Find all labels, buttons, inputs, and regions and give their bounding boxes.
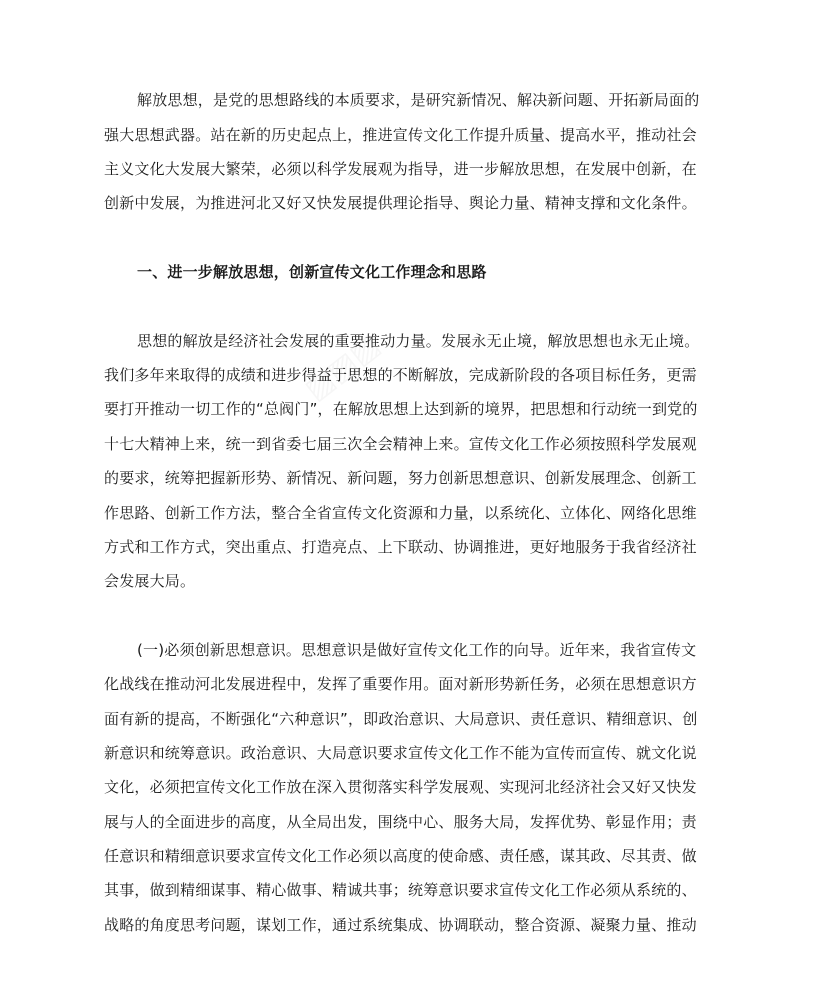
paragraph-2-line-2: 我们多年来取得的成绩和进步得益于思想的不断解放，完成新阶段的各项目标任务，更需 (104, 366, 697, 384)
paragraph-3-line-9: 战略的角度思考问题，谋划工作，通过系统集成、协调联动，整合资源、凝聚力量、推动 (104, 916, 697, 934)
paragraph-1-line-2: 强大思想武器。站在新的历史起点上，推进宣传文化工作提升质量、提高水平，推动社会 (104, 126, 697, 144)
paragraph-3-line-2: 化战线在推动河北发展进程中，发挥了重要作用。面对新形势新任务，必须在思想意识方 (104, 675, 697, 693)
paragraph-2-line-5: 的要求，统筹把握新形势、新情况、新问题，努力创新思想意识、创新发展理念、创新工 (104, 469, 697, 487)
paragraph-2-line-6: 作思路、创新工作方法，整合全省宣传文化资源和力量，以系统化、立体化、网络化思维 (104, 504, 697, 522)
paragraph-1-line-1: 解放思想，是党的思想路线的本质要求，是研究新情况、解决新问题、开拓新局面的 (137, 91, 700, 109)
paragraph-2-line-7: 方式和工作方式，突出重点、打造亮点、上下联动、协调推进，更好地服务于我省经济社 (104, 538, 697, 556)
paragraph-3-line-7: 任意识和精细意识要求宣传文化工作必须以高度的使命感、责任感，谋其政、尽其责、做 (104, 847, 697, 865)
paragraph-2-line-8: 会发展大局。 (104, 572, 196, 590)
paragraph-3-line-6: 展与人的全面进步的高度，从全局出发，围绕中心、服务大局，发挥优势、彰显作用；责 (104, 813, 697, 831)
section-heading: 一、进一步解放思想，创新宣传文化工作理念和思路 (137, 263, 487, 281)
paragraph-3-line-3: 面有新的提高，不断强化“六种意识”，即政治意识、大局意识、责任意识、精细意识、创 (104, 710, 698, 728)
paragraph-2-line-1: 思想的解放是经济社会发展的重要推动力量。发展永无止境，解放思想也永无止境。 (137, 332, 700, 350)
paragraph-3-line-1: (一)必须创新思想意识。思想意识是做好宣传文化工作的向导。近年来，我省宣传文 (137, 641, 697, 659)
paragraph-1-line-4: 创新中发展，为推进河北又好又快发展提供理论指导、舆论力量、精神支撑和文化条件。 (104, 194, 697, 212)
paragraph-1-line-3: 主义文化大发展大繁荣，必须以科学发展观为指导，进一步解放思想，在发展中创新，在 (104, 160, 697, 178)
paragraph-2-line-3: 要打开推动一切工作的“总阀门”，在解放思想上达到新的境界，把思想和行动统一到党的 (104, 400, 698, 418)
paragraph-2-line-4: 十七大精神上来，统一到省委七届三次全会精神上来。宣传文化工作必须按照科学发展观 (104, 435, 697, 453)
paragraph-3-line-8: 其事，做到精细谋事、精心做事、精诚共事；统筹意识要求宣传文化工作必须从系统的、 (104, 881, 697, 899)
paragraph-3-line-5: 文化，必须把宣传文化工作放在深入贯彻落实科学发展观、实现河北经济社会又好又快发 (104, 778, 697, 796)
paragraph-3-line-4: 新意识和统筹意识。政治意识、大局意识要求宣传文化工作不能为宣传而宣传、就文化说 (104, 744, 697, 762)
